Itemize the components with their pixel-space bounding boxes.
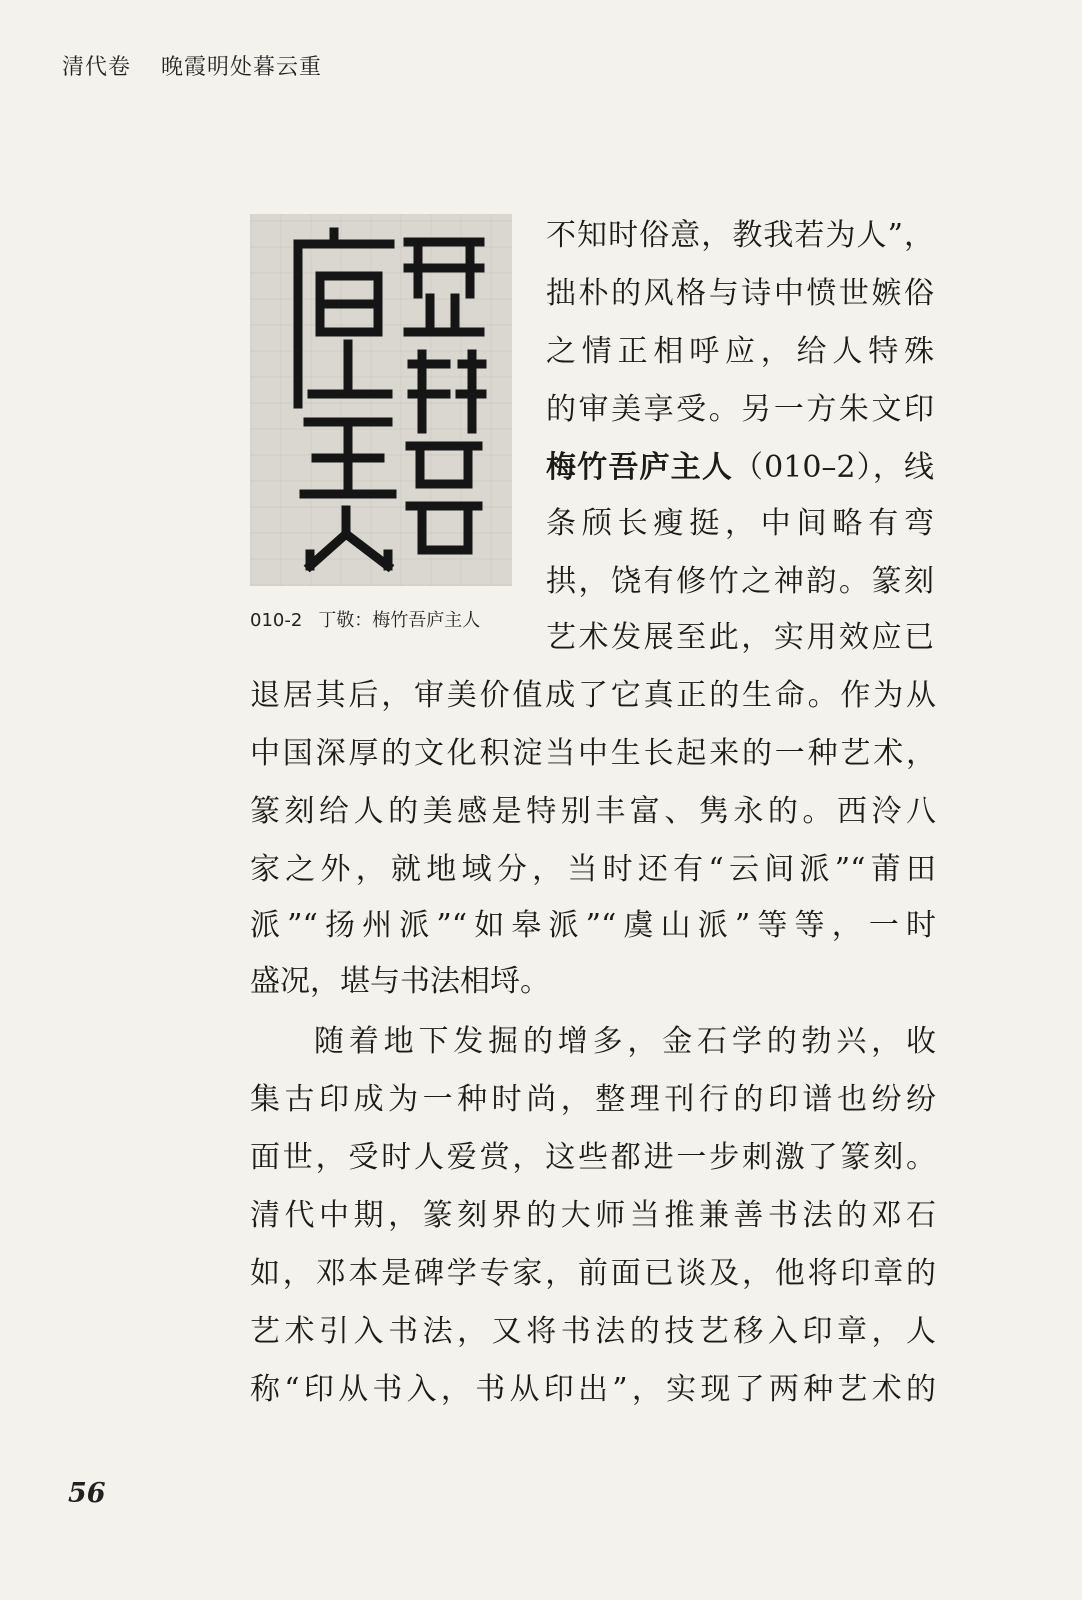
text-line: 如，邓本是碑学专家，前面已谈及，他将印章的 [250,1256,936,1291]
volume-label: 清代卷 [62,55,132,80]
seal-ref: （010–2），线 [732,450,934,485]
seal-name-bold: 梅竹吾庐主人 [546,450,733,485]
chapter-title: 晚霞明处暮云重 [161,55,323,80]
text-line: 面世，受时人爱赏，这些都进一步刺激了篆刻。 [250,1140,936,1175]
text-line: 退居其后，审美价值成了它真正的生命。作为从 [250,678,936,713]
text-line: 的审美享受。另一方朱文印 [546,392,934,427]
text-line: 中国深厚的文化积淀当中生长起来的一种艺术， [250,736,936,771]
text-line: 称“印从书入，书从印出”，实现了两种艺术的 [250,1372,936,1407]
text-line: 家之外，就地域分，当时还有“云间派”“莆田 [250,852,936,887]
text-line: 艺术引入书法，又将书法的技艺移入印章，人 [250,1314,936,1349]
text-line: 盛况，堪与书法相埒。 [250,964,550,999]
text-line: 拙朴的风格与诗中愤世嫉俗 [546,276,934,311]
text-line: 拱，饶有修竹之神韵。篆刻 [546,564,934,599]
figure-caption [250,606,480,632]
seal-impression-graphic [250,214,512,586]
caption-text: 丁敬：梅竹吾庐主人 [318,610,481,631]
seal-image [250,214,512,586]
text-line: 清代中期，篆刻界的大师当推兼善书法的邓石 [250,1198,936,1233]
text-line: 不知时俗意，教我若为人”， [546,218,934,253]
text-line: 派”“扬州派”“如皋派”“虞山派”等等，一时 [250,908,936,943]
text-line: 艺术发展至此，实用效应已 [546,620,934,655]
caption-number: 010-2 [250,610,303,631]
text-line: 集古印成为一种时尚，整理刊行的印谱也纷纷 [250,1082,936,1117]
text-line: 随着地下发掘的增多，金石学的勃兴，收 [314,1024,936,1059]
text-line [546,448,934,488]
running-header [62,50,322,81]
page-number: 56 [68,1478,106,1509]
text-line: 篆刻给人的美感是特别丰富、隽永的。西泠八 [250,794,936,829]
text-line: 之情正相呼应，给人特殊 [546,334,934,369]
text-line: 条颀长瘦挺，中间略有弯 [546,506,934,541]
